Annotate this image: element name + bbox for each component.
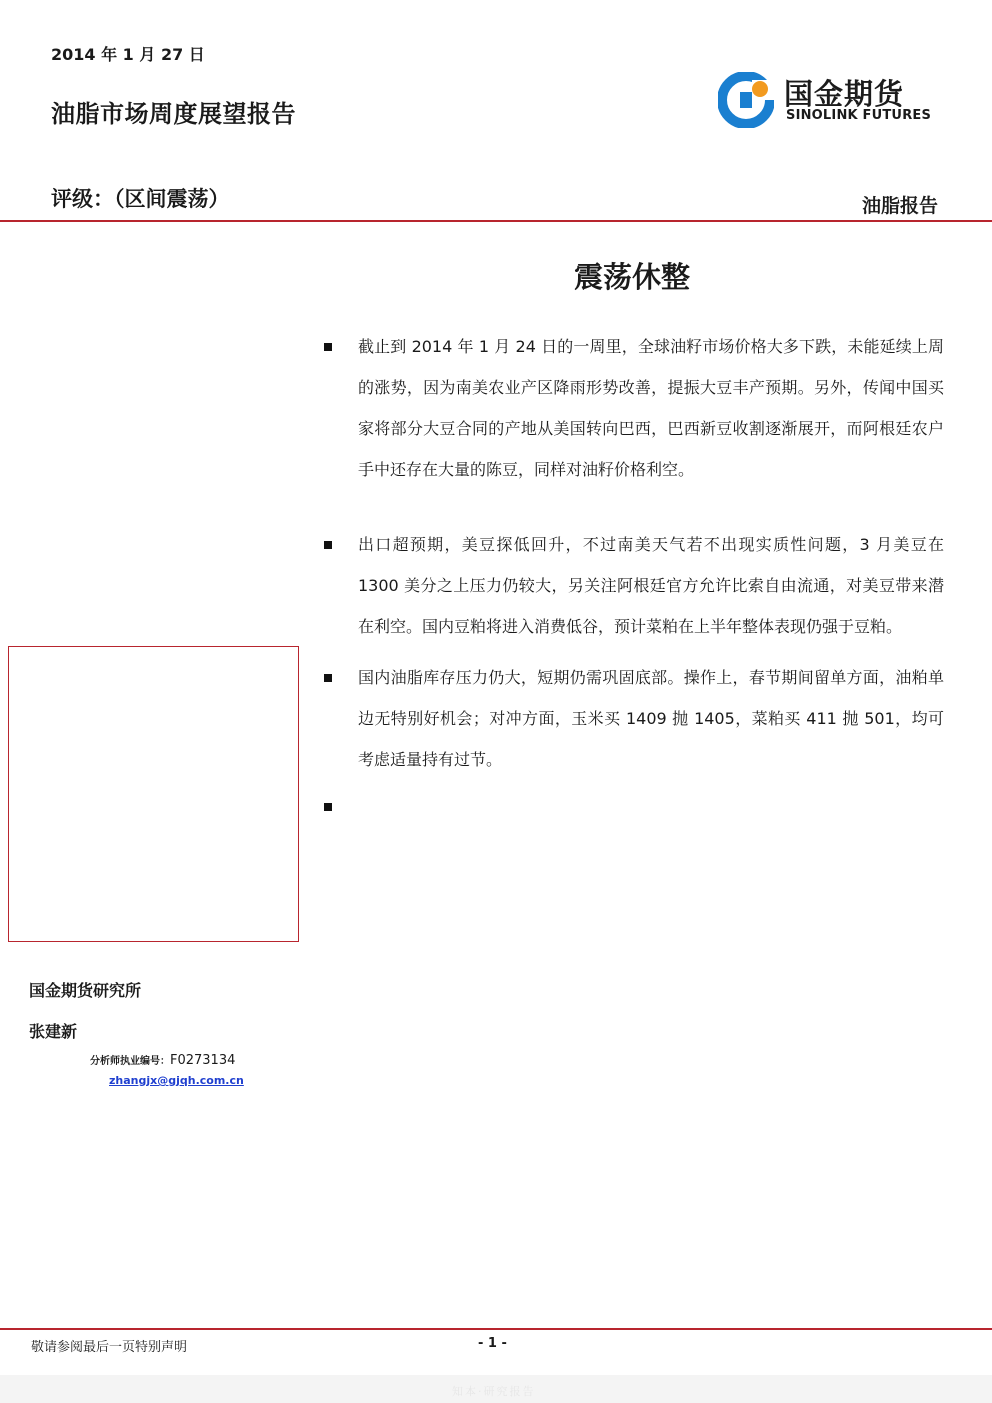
bullet-square-icon [324,343,332,351]
bullet-square-icon [324,674,332,682]
bullet-item [320,786,944,827]
logo-wordmark-en: SINOLINK FUTURES [786,108,932,123]
report-category: 油脂报告 [861,195,938,217]
company-logo [716,70,956,132]
footer-disclaimer: 敬请参阅最后一页特别声明 [31,1340,188,1355]
report-date: 2014 年 1 月 27 日 [51,45,205,64]
bullet-text: 出口超预期，美豆探低回升，不过南美天气若不出现实质性问题，3 月美豆在 1300 美分之上压力仍较大，另关注阿根廷官方允许比索自由流通，对美豆带来潜在利空。国内豆粕将进入消费低谷，预计菜粕在上半年整体表现仍强于豆粕。 [358,535,944,636]
institute-name: 国金期货研究所 [29,981,142,1000]
analyst-email-link[interactable]: zhangjx@gjqh.com.cn [109,1074,244,1087]
analyst-license [90,1052,235,1068]
sinolink-logo-icon [718,72,774,128]
footer-divider [0,1328,992,1330]
bullet-item [320,657,944,780]
logo-wordmark-cn: 国金期货 [784,77,905,111]
license-label: 分析师执业编号： [90,1056,170,1067]
bullet-text: 截止到 2014 年 1 月 24 日的一周里，全球油籽市场价格大多下跌，未能延续上周的涨势，因为南美农业产区降雨形势改善，提振大豆丰产预期。另外，传闻中国买家将部分大豆合同的产地从美国转向巴西，巴西新豆收割逐渐展开，而阿根廷农户手中还存在大量的陈豆，同样对油籽价格利空。 [358,337,944,479]
bullet-item [320,326,944,490]
header-divider [0,220,992,222]
rating-label: 评级：（区间震荡） [51,187,230,211]
page-number: - 1 - [478,1336,507,1351]
bullet-square-icon [324,803,332,811]
headline: 震荡休整 [574,260,691,294]
report-title: 油脂市场周度展望报告 [51,100,296,128]
bullet-square-icon [324,541,332,549]
bullet-list [320,326,944,827]
bullet-text: 国内油脂库存压力仍大，短期仍需巩固底部。操作上，春节期间留单方面，油粕单边无特别好机会；对冲方面，玉米买 1409 抛 1405，菜粕买 411 抛 501，均可考虑适量持有过节。 [358,668,944,769]
watermark: 知本·研究报告 [452,1385,536,1398]
license-number: F0273134 [170,1053,236,1068]
sidebar-placeholder-box [8,646,299,942]
analyst-name: 张建新 [29,1022,78,1041]
bullet-item [320,524,944,647]
